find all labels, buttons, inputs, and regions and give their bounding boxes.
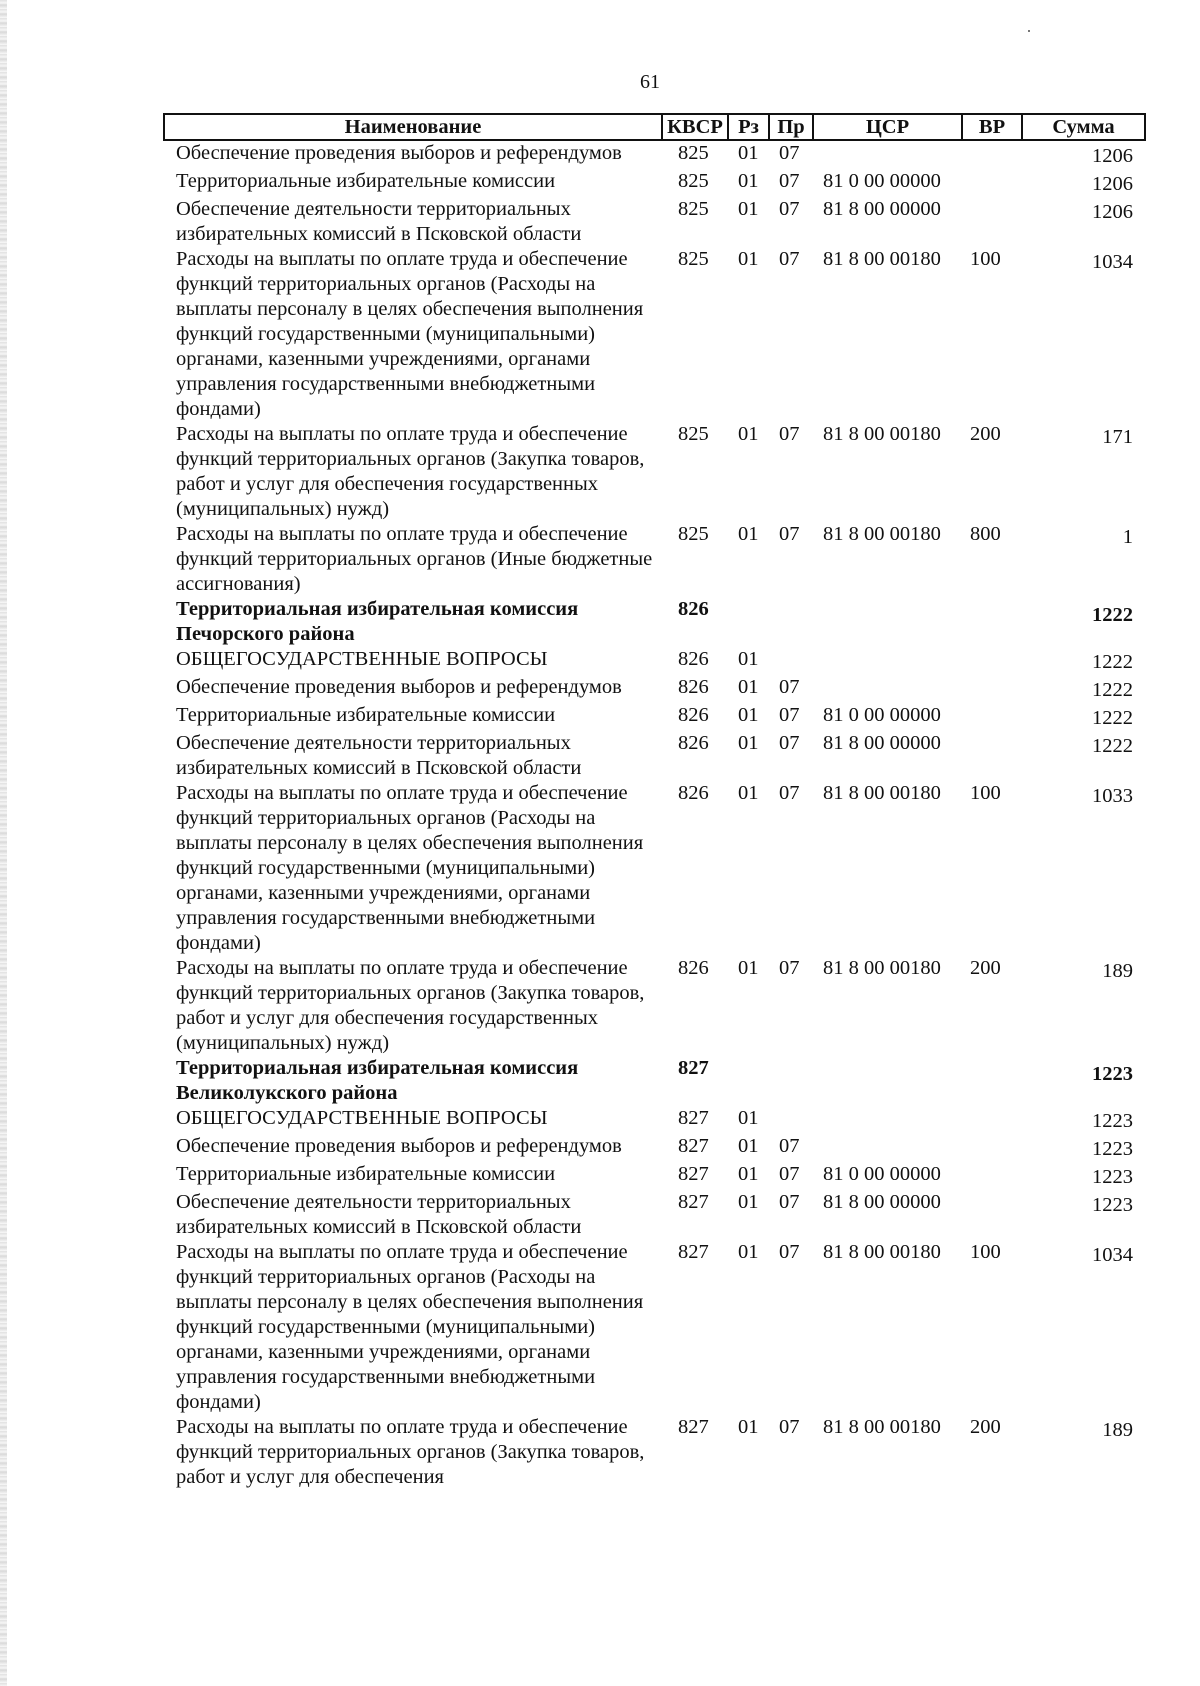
cell-sum: 171 <box>1102 426 1133 448</box>
table-row <box>164 703 1145 731</box>
cell-vr <box>962 647 1022 675</box>
header-name: Наименование <box>164 114 662 140</box>
table-row <box>164 1056 1145 1106</box>
cell-vr <box>962 1162 1022 1190</box>
cell-vr <box>962 197 1022 247</box>
cell-pr: 07 <box>779 142 800 164</box>
cell-name: Расходы на выплаты по оплате труда и обеспечение функций территориальных органов (Закупка товаров, работ и услуг для обеспечения <box>176 1416 645 1488</box>
cell-sum: 1 <box>1122 526 1133 548</box>
cell-pr: 07 <box>779 248 800 270</box>
cell-pr: 07 <box>779 782 800 804</box>
cell-csr <box>813 675 962 703</box>
cell-kvsr: 825 <box>678 523 709 545</box>
cell-rz: 01 <box>738 523 759 545</box>
cell-vr <box>962 1056 1022 1106</box>
cell-rz: 01 <box>738 142 759 164</box>
cell-csr: 81 8 00 00000 <box>823 732 941 754</box>
cell-name: Расходы на выплаты по оплате труда и обеспечение функций территориальных органов (Закупка товаров, работ и услуг для обеспечения государственных (муниципальных) нужд) <box>176 423 645 520</box>
cell-vr <box>962 1106 1022 1134</box>
header-rz: Рз <box>728 114 769 140</box>
table-row <box>164 1190 1145 1240</box>
cell-pr: 07 <box>779 170 800 192</box>
cell-csr: 81 0 00 00000 <box>823 704 941 726</box>
cell-pr <box>769 597 813 647</box>
cell-csr <box>813 597 962 647</box>
cell-csr <box>813 1106 962 1134</box>
cell-sum: 189 <box>1102 960 1133 982</box>
cell-pr: 07 <box>779 1241 800 1263</box>
cell-name: Обеспечение проведения выборов и референдумов <box>176 142 622 164</box>
cell-vr <box>962 1190 1022 1240</box>
table-row <box>164 1162 1145 1190</box>
cell-name: Обеспечение деятельности территориальных избирательных комиссий в Псковской области <box>176 198 582 245</box>
cell-kvsr: 825 <box>678 142 709 164</box>
table-row <box>164 647 1145 675</box>
cell-kvsr: 825 <box>678 170 709 192</box>
cell-sum: 1206 <box>1092 201 1133 223</box>
cell-rz: 01 <box>738 676 759 698</box>
cell-sum: 189 <box>1102 1419 1133 1441</box>
cell-pr: 07 <box>779 1135 800 1157</box>
cell-sum: 1223 <box>1092 1110 1133 1132</box>
cell-rz: 01 <box>738 1135 759 1157</box>
cell-pr: 07 <box>779 704 800 726</box>
cell-sum: 1222 <box>1092 679 1133 701</box>
cell-vr: 100 <box>970 1241 1001 1263</box>
cell-rz: 01 <box>738 1107 759 1129</box>
cell-rz: 01 <box>738 248 759 270</box>
cell-kvsr: 825 <box>678 198 709 220</box>
header-pr: Пр <box>769 114 813 140</box>
cell-vr: 100 <box>970 782 1001 804</box>
cell-name: Обеспечение деятельности территориальных избирательных комиссий в Псковской области <box>176 732 582 779</box>
cell-vr <box>962 1134 1022 1162</box>
cell-pr: 07 <box>779 957 800 979</box>
cell-pr: 07 <box>779 423 800 445</box>
cell-name: Расходы на выплаты по оплате труда и обеспечение функций территориальных органов (Расходы на выплаты персоналу в целях обеспечения выполнения функций государственными (муниципальными) органами, казенными учреждениями, органами управления государственными внебюджетными фондами) <box>176 248 644 420</box>
table-row <box>164 597 1145 647</box>
cell-kvsr: 827 <box>678 1107 709 1129</box>
cell-kvsr: 826 <box>678 732 709 754</box>
header-kvsr: КВСР <box>662 114 728 140</box>
cell-kvsr: 827 <box>678 1241 709 1263</box>
cell-vr <box>962 703 1022 731</box>
cell-name: Территориальные избирательные комиссии <box>176 704 556 726</box>
cell-csr: 81 8 00 00180 <box>823 1416 941 1438</box>
table-row <box>164 197 1145 247</box>
scan-speck <box>1028 30 1030 32</box>
cell-rz <box>728 1056 769 1106</box>
cell-pr: 07 <box>779 1163 800 1185</box>
cell-rz: 01 <box>738 198 759 220</box>
cell-sum: 1033 <box>1092 785 1133 807</box>
table-header-row <box>164 114 1145 140</box>
cell-rz: 01 <box>738 423 759 445</box>
cell-vr <box>962 140 1022 169</box>
table-row <box>164 1415 1145 1490</box>
cell-rz: 01 <box>738 704 759 726</box>
cell-kvsr: 826 <box>678 676 709 698</box>
page-number: 61 <box>640 71 660 93</box>
cell-name: Расходы на выплаты по оплате труда и обеспечение функций территориальных органов (Иные бюджетные ассигнования) <box>176 523 653 595</box>
cell-pr <box>769 647 813 675</box>
cell-vr: 800 <box>970 523 1001 545</box>
cell-rz: 01 <box>738 782 759 804</box>
cell-name: Обеспечение проведения выборов и референдумов <box>176 676 622 698</box>
cell-pr: 07 <box>779 1191 800 1213</box>
cell-csr: 81 0 00 00000 <box>823 1163 941 1185</box>
cell-vr <box>962 169 1022 197</box>
table-row <box>164 422 1145 522</box>
cell-name: Расходы на выплаты по оплате труда и обеспечение функций территориальных органов (Закупка товаров, работ и услуг для обеспечения государственных (муниципальных) нужд) <box>176 957 645 1054</box>
table-row <box>164 1106 1145 1134</box>
cell-sum: 1222 <box>1092 707 1133 729</box>
budget-table <box>163 113 1146 1490</box>
table-body <box>164 140 1145 1490</box>
cell-csr: 81 8 00 00180 <box>823 1241 941 1263</box>
cell-name: Территориальная избирательная комиссия Печорского района <box>176 598 579 645</box>
cell-pr: 07 <box>779 1416 800 1438</box>
cell-name: Территориальные избирательные комиссии <box>176 1163 556 1185</box>
cell-kvsr: 827 <box>678 1416 709 1438</box>
table-row <box>164 1240 1145 1415</box>
cell-vr <box>962 675 1022 703</box>
cell-rz: 01 <box>738 1163 759 1185</box>
cell-sum: 1034 <box>1092 1244 1133 1266</box>
cell-csr: 81 8 00 00180 <box>823 782 941 804</box>
cell-name: ОБЩЕГОСУДАРСТВЕННЫЕ ВОПРОСЫ <box>176 1107 548 1129</box>
cell-sum: 1206 <box>1092 145 1133 167</box>
cell-csr: 81 8 00 00180 <box>823 248 941 270</box>
cell-csr <box>813 647 962 675</box>
table-row <box>164 169 1145 197</box>
table-row <box>164 956 1145 1056</box>
cell-name: Обеспечение проведения выборов и референдумов <box>176 1135 622 1157</box>
cell-sum: 1206 <box>1092 173 1133 195</box>
cell-rz <box>728 597 769 647</box>
cell-name: Расходы на выплаты по оплате труда и обеспечение функций территориальных органов (Расходы на выплаты персоналу в целях обеспечения выполнения функций государственными (муниципальными) органами, казенными учреждениями, органами управления государственными внебюджетными фондами) <box>176 1241 644 1413</box>
cell-name: Территориальные избирательные комиссии <box>176 170 556 192</box>
cell-rz: 01 <box>738 732 759 754</box>
cell-pr: 07 <box>779 676 800 698</box>
table-row <box>164 522 1145 597</box>
cell-kvsr: 827 <box>678 1057 709 1079</box>
cell-csr: 81 0 00 00000 <box>823 170 941 192</box>
cell-sum: 1034 <box>1092 251 1133 273</box>
table-row <box>164 1134 1145 1162</box>
cell-vr: 200 <box>970 423 1001 445</box>
table-row <box>164 140 1145 169</box>
cell-rz: 01 <box>738 957 759 979</box>
cell-kvsr: 827 <box>678 1191 709 1213</box>
cell-pr: 07 <box>779 732 800 754</box>
cell-sum: 1223 <box>1092 1166 1133 1188</box>
cell-rz: 01 <box>738 1191 759 1213</box>
cell-sum: 1222 <box>1092 604 1133 626</box>
cell-csr <box>813 1134 962 1162</box>
cell-csr: 81 8 00 00000 <box>823 198 941 220</box>
header-sum: Сумма <box>1022 114 1145 140</box>
table-row <box>164 247 1145 422</box>
cell-kvsr: 826 <box>678 782 709 804</box>
cell-rz: 01 <box>738 648 759 670</box>
cell-rz: 01 <box>738 1241 759 1263</box>
cell-pr: 07 <box>779 523 800 545</box>
cell-pr <box>769 1106 813 1134</box>
cell-csr <box>813 1056 962 1106</box>
cell-pr <box>769 1056 813 1106</box>
cell-csr: 81 8 00 00180 <box>823 423 941 445</box>
cell-kvsr: 826 <box>678 704 709 726</box>
cell-csr <box>813 140 962 169</box>
cell-vr: 100 <box>970 248 1001 270</box>
cell-csr: 81 8 00 00000 <box>823 1191 941 1213</box>
cell-vr: 200 <box>970 1416 1001 1438</box>
cell-kvsr: 825 <box>678 248 709 270</box>
cell-name: Обеспечение деятельности территориальных избирательных комиссий в Псковской области <box>176 1191 582 1238</box>
cell-name: ОБЩЕГОСУДАРСТВЕННЫЕ ВОПРОСЫ <box>176 648 548 670</box>
cell-vr: 200 <box>970 957 1001 979</box>
cell-rz: 01 <box>738 170 759 192</box>
cell-pr: 07 <box>779 198 800 220</box>
scan-edge-strip <box>0 0 7 1686</box>
cell-csr: 81 8 00 00180 <box>823 957 941 979</box>
cell-sum: 1223 <box>1092 1194 1133 1216</box>
cell-sum: 1222 <box>1092 735 1133 757</box>
cell-kvsr: 825 <box>678 423 709 445</box>
cell-sum: 1223 <box>1092 1063 1133 1085</box>
cell-kvsr: 826 <box>678 648 709 670</box>
table-row <box>164 781 1145 956</box>
cell-kvsr: 826 <box>678 598 709 620</box>
header-csr: ЦСР <box>813 114 962 140</box>
cell-kvsr: 827 <box>678 1135 709 1157</box>
cell-name: Территориальная избирательная комиссия Великолукского района <box>176 1057 579 1104</box>
cell-vr <box>962 597 1022 647</box>
cell-kvsr: 826 <box>678 957 709 979</box>
cell-rz: 01 <box>738 1416 759 1438</box>
table-row <box>164 675 1145 703</box>
cell-name: Расходы на выплаты по оплате труда и обеспечение функций территориальных органов (Расходы на выплаты персоналу в целях обеспечения выполнения функций государственными (муниципальными) органами, казенными учреждениями, органами управления государственными внебюджетными фондами) <box>176 782 644 954</box>
table-row <box>164 731 1145 781</box>
cell-sum: 1223 <box>1092 1138 1133 1160</box>
cell-csr: 81 8 00 00180 <box>823 523 941 545</box>
cell-kvsr: 827 <box>678 1163 709 1185</box>
cell-vr <box>962 731 1022 781</box>
cell-sum: 1222 <box>1092 651 1133 673</box>
header-vr: ВР <box>962 114 1022 140</box>
